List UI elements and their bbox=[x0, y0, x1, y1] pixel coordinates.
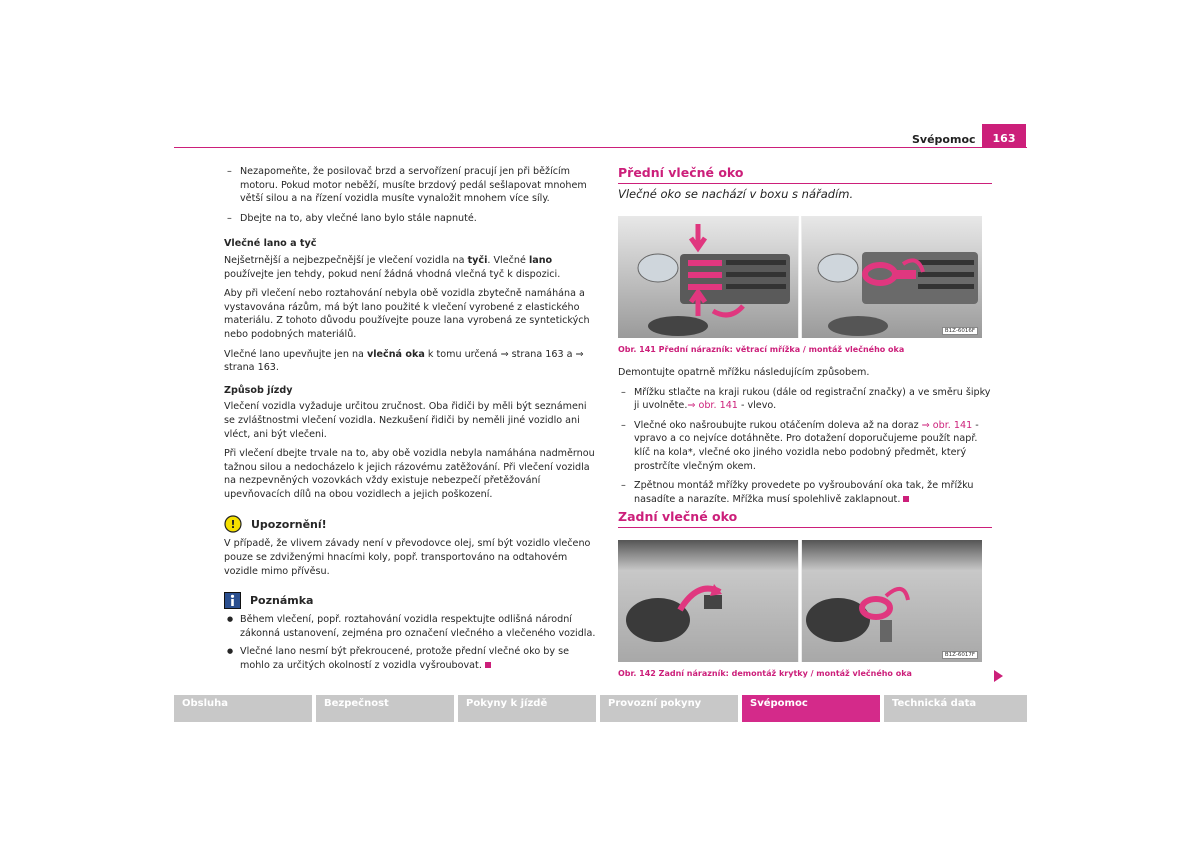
note-title: Poznámka bbox=[250, 593, 314, 607]
info-icon bbox=[224, 592, 241, 609]
nav-tab-obsluha[interactable]: Obsluha bbox=[174, 695, 312, 722]
step-item: – Vlečné oko našroubujte rukou otáčením doleva až na doraz ⇒ obr. 141 - vpravo a co nejvíce dotáhněte. Pro dotažení doporučujeme použít např. klíč na kola*, vlečné oko jiného vozidla nebo podobný předmět, který prostrčíte vlečným okem. bbox=[618, 419, 994, 473]
warning-icon bbox=[224, 515, 242, 533]
section-subtitle-front: Vlečné oko se nachází v boxu s nářadím. bbox=[618, 187, 854, 201]
warning-text: V případě, že vlivem závady není v převodovce olej, smí být vozidlo vlečeno pouze se zdviženými hnacími koly, popř. transportováno na odtahovém vozidle mimo přívěsu. bbox=[224, 538, 591, 577]
figure-142-caption: Obr. 142 Zadní nárazník: demontáž krytky / montáž vlečného oka bbox=[618, 669, 912, 678]
nav-tab-bezpecnost[interactable]: Bezpečnost bbox=[316, 695, 454, 722]
figure-141-caption: Obr. 141 Přední nárazník: větrací mřížka / montáž vlečného oka bbox=[618, 345, 905, 354]
front-instructions bbox=[618, 366, 994, 512]
note-item: ● Během vlečení, popř. roztahování vozidla respektujte odlišná národní zákonná ustanovení, zejména pro označení vlečného a vlečeného vozidla. bbox=[224, 613, 600, 640]
section-title: Svépomoc bbox=[912, 133, 976, 146]
figure-142 bbox=[618, 540, 982, 662]
dash-item: – Dbejte na to, aby vlečné lano bylo stále napnuté. bbox=[224, 212, 600, 226]
section-heading-front: Přední vlečné oko bbox=[618, 165, 992, 184]
paragraph: Nejšetrnější a nejbezpečnější je vlečení vozidla na tyči. Vlečné lano používejte jen tehdy, pokud není žádná vhodná vlečná tyč k dispozici. bbox=[224, 254, 561, 280]
step-item: – Zpětnou montáž mřížky provedete po vyšroubování oka tak, že mřížku nasadíte a narazíte. Mřížka musí spolehlivě zaklapnout. bbox=[618, 479, 994, 506]
step-item: – Mřížku stlačte na kraji rukou (dále od registrační značky) a ve směru šipky ji uvolněte.⇒ obr. 141 - vlevo. bbox=[618, 386, 994, 413]
note-item: ● Vlečné lano nesmí být překroucené, protože přední vlečné oko by se mohlo za určitých okolností z vozidla vyšroubovat. bbox=[224, 645, 600, 672]
section-heading-rear: Zadní vlečné oko bbox=[618, 509, 992, 528]
subheading-tow-rope: Vlečné lano a tyč bbox=[224, 238, 317, 250]
page-number: 163 bbox=[982, 124, 1026, 148]
nav-tab-provozni-pokyny[interactable]: Provozní pokyny bbox=[600, 695, 738, 722]
next-page-arrow-icon[interactable] bbox=[994, 667, 1003, 686]
paragraph: Vlečné lano upevňujte jen na vlečná oka k tomu určená ⇒ strana 163 a ⇒ strana 163. bbox=[224, 348, 584, 374]
figure-141 bbox=[618, 216, 982, 338]
nav-tab-pokyny-k-jizde[interactable]: Pokyny k jízdě bbox=[458, 695, 596, 722]
end-marker-icon bbox=[485, 662, 491, 668]
nav-tab-svepomoc[interactable]: Svépomoc bbox=[742, 695, 880, 722]
note-box bbox=[224, 592, 600, 672]
paragraph: Vlečení vozidla vyžaduje určitou zručnost. Oba řidiči by měli být seznámeni se zvláštnostmi vlečení vozidla. Nezkušení řidiči by neměli jiné vozidlo ani vléct, ani být vlečeni. bbox=[224, 401, 587, 440]
dash-item: – Nezapomeňte, že posilovač brzd a servořízení pracují jen při běžícím motoru. Pokud motor neběží, musíte brzdový pedál sešlapovat mnohem větší silou a na řízení vozidla musíte vynaložit mnohem více síly. bbox=[224, 165, 600, 206]
subheading-driving: Způsob jízdy bbox=[224, 384, 293, 396]
intro-text: Demontujte opatrně mřížku následujícím způsobem. bbox=[618, 367, 870, 378]
figure-142-code: B1Z-6017F bbox=[942, 651, 978, 659]
svg-text:!: ! bbox=[230, 518, 236, 532]
figure-141-code: B1Z-6016F bbox=[942, 327, 978, 335]
paragraph: Aby při vlečení nebo roztahování nebyla obě vozidla zbytečně namáhána a vystavována rázům, má být lano použité k vlečení vyrobené z elastického materiálu. Z tohoto důvodu používejte pouze lana vyrobená ze syntetických nebo podobných materiálů. bbox=[224, 288, 590, 340]
paragraph: Při vlečení dbejte trvale na to, aby obě vozidla nebyla namáhána nadměrnou tažnou silou a nedocházelo k jejich rázovému zatěžování. Při vlečení vozidla na nezpevněných vozovkách vždy existuje nebezpečí přetěžování upevňovacích dílů na obou vozidlech a jejich poškození. bbox=[224, 448, 595, 500]
warning-box bbox=[224, 515, 600, 578]
warning-title: Upozornění! bbox=[251, 517, 327, 531]
end-marker-icon bbox=[903, 496, 909, 502]
left-column bbox=[224, 165, 600, 678]
header-rule bbox=[174, 147, 1027, 148]
figure-142-illustration bbox=[618, 540, 982, 662]
figure-141-illustration bbox=[618, 216, 982, 338]
figure-link[interactable]: ⇒ obr. 141 bbox=[687, 400, 738, 412]
figure-link[interactable]: ⇒ obr. 141 bbox=[921, 419, 973, 431]
nav-tab-technicka-data[interactable]: Technická data bbox=[884, 695, 1027, 722]
